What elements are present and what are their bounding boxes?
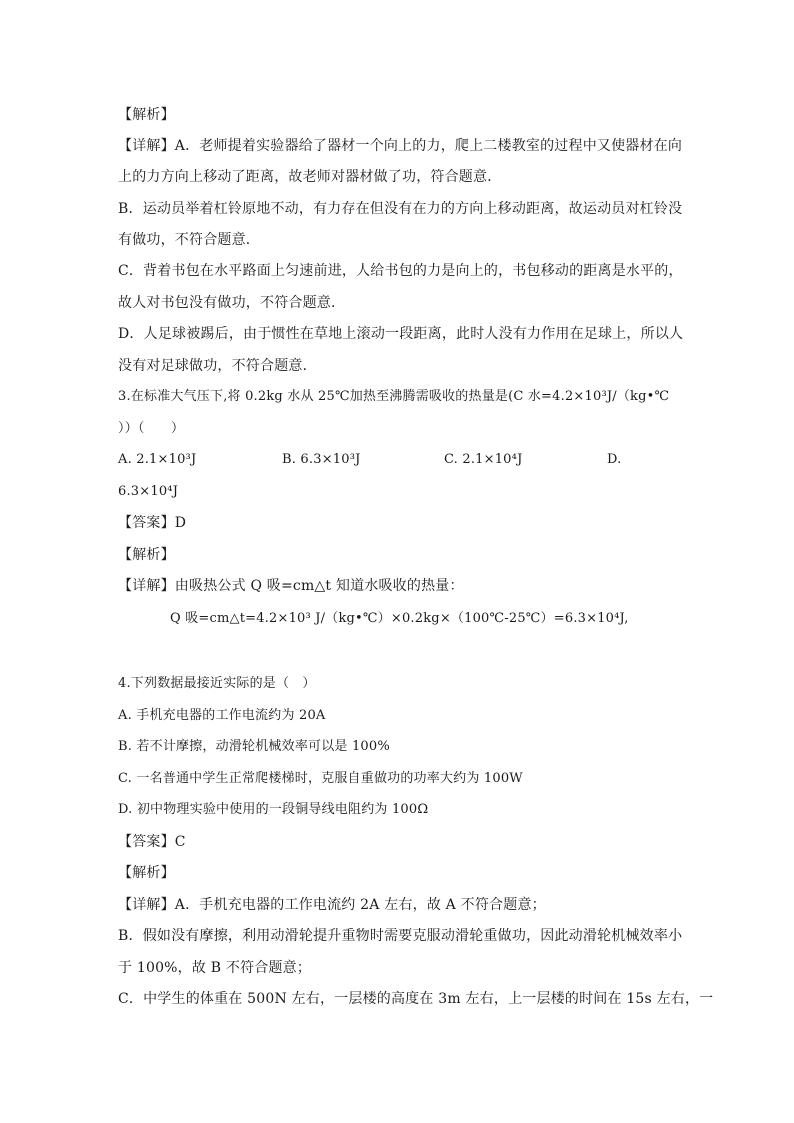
- section-heading-analysis: 【解析】: [118, 107, 175, 123]
- text-line: B．运动员举着杠铃原地不动，有力存在但没有在力的方向上移动距离，故运动员对杠铃没: [118, 201, 683, 217]
- option-b: B. 6.3×10³J: [282, 452, 361, 467]
- text-line: 有做功，不符合题意．: [118, 232, 260, 248]
- question-4: 4.下列数据最接近实际的是（ ）: [118, 676, 316, 691]
- section-heading-analysis: 【解析】: [118, 865, 175, 881]
- option-c: C. 一名普通中学生正常爬楼梯时，克服自重做功的功率大约为 100W: [118, 771, 523, 786]
- option-d-value: 6.3×10⁴J: [118, 484, 179, 499]
- option-b: B. 若不计摩擦，动滑轮机械效率可以是 100%: [118, 739, 390, 754]
- question-3: 3.在标准大气压下,将 0.2kg 水从 25℃加热至沸腾需吸收的热量是(C 水=4.2×10³J/（kg•℃: [118, 389, 670, 404]
- option-a: A. 手机充电器的工作电流约为 20A: [118, 708, 326, 723]
- text-line: 【详解】A．手机充电器的工作电流约 2A 左右，故 A 不符合题意；: [118, 897, 546, 913]
- option-c: C. 2.1×10⁴J: [444, 452, 523, 467]
- text-line: C．背着书包在水平路面上匀速前进，人给书包的力是向上的，书包移动的距离是水平的，: [118, 263, 683, 279]
- text-line: C．中学生的体重在 500N 左右，一层楼的高度在 3m 左右，上一层楼的时间在 15s 左右，一: [118, 991, 714, 1007]
- text-line: D．人足球被踢后，由于惯性在草地上滚动一段距离，此时人没有力作用在足球上，所以人: [118, 326, 684, 342]
- answer: 【答案】C: [118, 834, 186, 850]
- option-a: A. 2.1×10³J: [118, 452, 197, 467]
- text-line: 于 100%，故 B 不符合题意；: [118, 960, 312, 976]
- text-line: 上的力方向上移动了距离，故老师对器材做了功，符合题意．: [118, 169, 502, 185]
- text-line: 【详解】A．老师提着实验器给了器材一个向上的力，爬上二楼教室的过程中又使器材在向: [118, 138, 683, 154]
- option-d: D. 初中物理实验中使用的一段铜导线电阻约为 100Ω: [118, 802, 429, 817]
- text-line: B．假如没有摩擦，利用动滑轮提升重物时需要克服动滑轮重做功，因此动滑轮机械效率小: [118, 928, 683, 944]
- text-line: 没有对足球做功，不符合题意．: [118, 358, 317, 374]
- section-heading-analysis: 【解析】: [118, 547, 175, 563]
- formula-line: Q 吸=cm△t=4.2×10³ J/（kg•℃）×0.2kg×（100℃-25℃）=6.3×10⁴J,: [170, 611, 629, 626]
- option-d: D.: [607, 452, 622, 467]
- text-line: 【详解】由吸热公式 Q 吸=cm△t 知道水吸收的热量：: [118, 578, 464, 594]
- answer: 【答案】D: [118, 515, 187, 531]
- text-line: 故人对书包没有做功，不符合题意．: [118, 295, 346, 311]
- question-3-bracket: ））（ ）: [118, 421, 185, 436]
